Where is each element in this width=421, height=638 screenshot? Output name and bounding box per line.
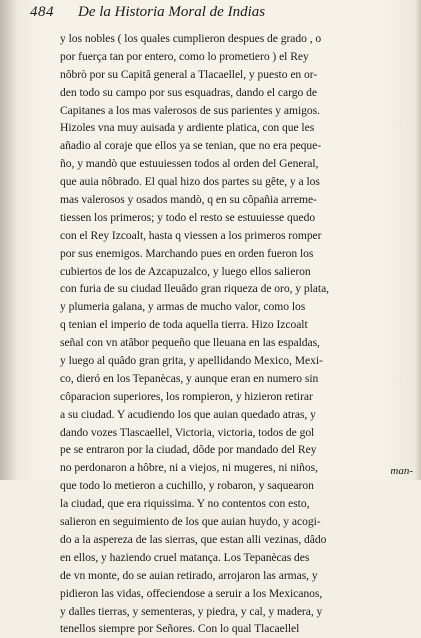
text-line: tenellos siempre por Señores. Con lo qual Tlacaellel: [60, 622, 300, 636]
page-edge-shadow: [415, 0, 421, 480]
text-line: y luego al quâdo gran grita, y apellidando Mexico, Mexi-: [60, 354, 323, 368]
text-line: la ciudad, que era riquissima. Y no contentos con esto,: [60, 497, 310, 511]
text-line: y dalles tierras, y sementeras, y piedra, y cal, y madera, y: [60, 604, 323, 618]
text-line: por sus enemigos. Marchando pues en orden fueron los: [60, 246, 314, 260]
catchword: man-: [390, 465, 413, 477]
body-text: [60, 30, 395, 638]
text-line: q tenian el imperio de toda aquella tierra. Hizo Izcoalt: [60, 318, 308, 332]
text-line: y los nobles ( los quales cumplieron despues de grado , o: [60, 32, 322, 45]
text-line: dando vozes Tlascaellel, Victoria, victoria, todos de gol: [60, 425, 315, 439]
text-line: cubiertos de los de Azcapuzalco, y luego ellos salieron: [60, 264, 311, 278]
running-title: De la Historia Moral de Indias: [78, 4, 266, 20]
text-line: pidieron las vidas, offeciendose a seruir a los Mexicanos,: [60, 586, 323, 600]
text-line: no perdonaron a hôbre, ni a viejos, ni mugeres, ni niños,: [60, 461, 318, 475]
text-line: en ellos, y haziendo cruel matança. Los Tepanècas des: [60, 550, 310, 564]
text-line: den todo su campo por sus esquadras, dando el cargo de: [60, 85, 317, 99]
text-line: que auia nôbrado. El qual hizo dos partes su gête, y a los: [60, 175, 320, 189]
text-line: tiessen los primeros; y todo el resto se estuuiesse quedo: [60, 210, 316, 224]
text-line: con furia de su ciudad lleuâdo gran riqueza de oro, y plata,: [60, 282, 330, 296]
text-line: mas valerosos y osados mandò, q en su côpañia arreme-: [60, 193, 317, 207]
gutter-shadow: [0, 0, 18, 480]
text-line: ño, y mandò que estuuiessen todos al orden del General,: [60, 157, 319, 171]
text-line: do a la aspereza de las sierras, que estan alli vezinas, dâdo: [60, 532, 327, 546]
text-line: salieron en seguimiento de los que auian huydo, y acogi-: [60, 515, 321, 529]
text-line: señal con vn atâbor pequeño que lleuana en las espaldas,: [60, 336, 320, 350]
text-line: côparacion superiores, los rompieron, y hizieron retirar: [60, 389, 313, 403]
text-line: de vn monte, do se auian retirado, arrojaron las armas, y: [60, 568, 318, 582]
text-line: a su ciudad. Y acudiendo los que auian quedado atras, y: [60, 407, 316, 421]
text-line: co, dieró en los Tepanècas, y aunque eran en numero sin: [60, 371, 319, 385]
page-number: 484: [30, 4, 54, 20]
text-line: con el Rey Izcoalt, hasta q viessen a los primeros romper: [60, 228, 322, 242]
text-line: y plumeria galana, y armas de mucho valor, como los: [60, 300, 306, 314]
text-line: nôbrò por su Capitâ general a Tlacaellel, y puesto en or-: [60, 67, 318, 81]
page-header: [30, 4, 390, 26]
text-line: Capitanes a los mas valerosos de sus parientes y amigos.: [60, 103, 320, 117]
text-line: que todo lo metieron a cuchillo, y robaron, y saquearon: [60, 479, 314, 493]
text-line: Hizoles vna muy auisada y ardiente platica, con que les: [60, 121, 315, 135]
text-line: añadio al coraje que ellos ya se tenian, que no era peque-: [60, 139, 322, 153]
text-line: por fuerça tan por entero, como lo prometiero ) el Rey: [60, 49, 309, 63]
text-line: pe se entraron por la ciudad, dôde por mandado del Rey: [60, 443, 317, 457]
